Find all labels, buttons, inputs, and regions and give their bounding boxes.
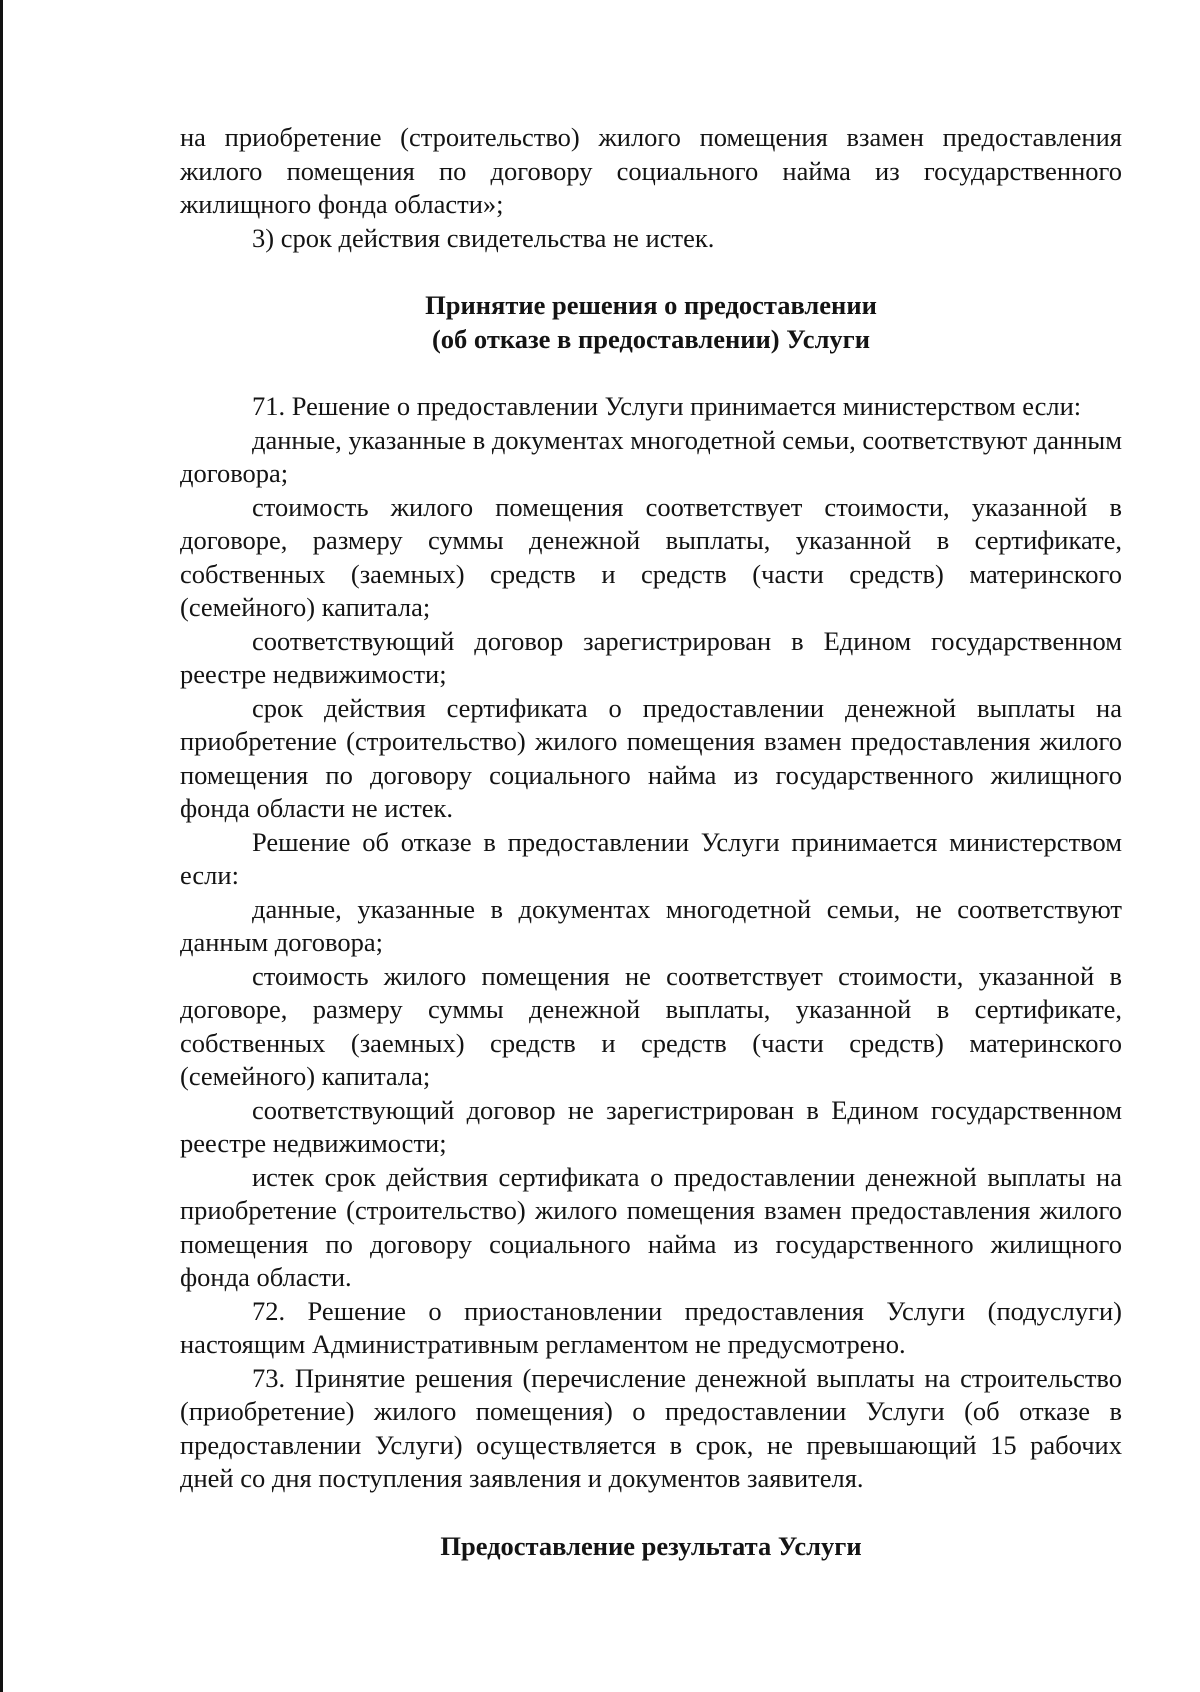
paragraph: соответствующий договор не зарегистрирован в Едином государственном реестре недвижимости; xyxy=(180,1094,1122,1158)
paragraph: стоимость жилого помещения соответствует стоимости, указанной в договоре, размеру суммы денежной выплаты, указанной в сертификате, собственных (заемных) средств и средств (части средств) материнского (семейного) капитала; xyxy=(180,491,1122,622)
paragraph: стоимость жилого помещения не соответствует стоимости, указанной в договоре, размеру суммы денежной выплаты, указанной в сертификате, собственных (заемных) средств и средств (части средств) материнского (семейного) капитала; xyxy=(180,960,1122,1091)
section-heading: Предоставление результата Услуги xyxy=(440,1530,862,1561)
section-heading-line: Принятие решения о предоставлении xyxy=(425,290,877,320)
section-heading-line: (об отказе в предоставлении) Услуги xyxy=(431,323,870,354)
scan-edge xyxy=(0,0,3,1692)
paragraph: 3) срок действия свидетельства не истек. xyxy=(252,222,715,253)
paragraph: 71. Решение о предоставлении Услуги принимается министерством если: xyxy=(252,391,1082,421)
paragraph: истек срок действия сертификата о предоставлении денежной выплаты на приобретение (строительство) жилого помещения взамен предоставления жилого помещения по договору социального найма из государственного жилищного фонда области. xyxy=(180,1161,1122,1292)
section-heading xyxy=(180,289,1122,356)
document-body xyxy=(180,121,1122,1563)
paragraph: данные, указанные в документах многодетной семьи, соответствуют данным договора; xyxy=(180,424,1122,488)
paragraph: на приобретение (строительство) жилого помещения взамен предоставления жилого помещения по договору социального найма из государственного жилищного фонда области»; xyxy=(180,122,1122,219)
paragraph: данные, указанные в документах многодетной семьи, не соответствуют данным договора; xyxy=(180,893,1122,957)
paragraph: соответствующий договор зарегистрирован в Едином государственном реестре недвижимости; xyxy=(180,625,1122,689)
paragraph: 72. Решение о приостановлении предоставления Услуги (подуслуги) настоящим Административным регламентом не предусмотрено. xyxy=(180,1295,1122,1359)
paragraph: срок действия сертификата о предоставлении денежной выплаты на приобретение (строительство) жилого помещения взамен предоставления жилого помещения по договору социального найма из государственного жилищного фонда области не истек. xyxy=(180,692,1122,823)
paragraph: Решение об отказе в предоставлении Услуги принимается министерством если: xyxy=(180,826,1122,890)
paragraph: 73. Принятие решения (перечисление денежной выплаты на строительство (приобретение) жилого помещения) о предоставлении Услуги (об отказе в предоставлении Услуги) осуществляется в срок, не превышающий 15 рабочих дней со дня поступления заявления и документов заявителя. xyxy=(180,1362,1122,1493)
